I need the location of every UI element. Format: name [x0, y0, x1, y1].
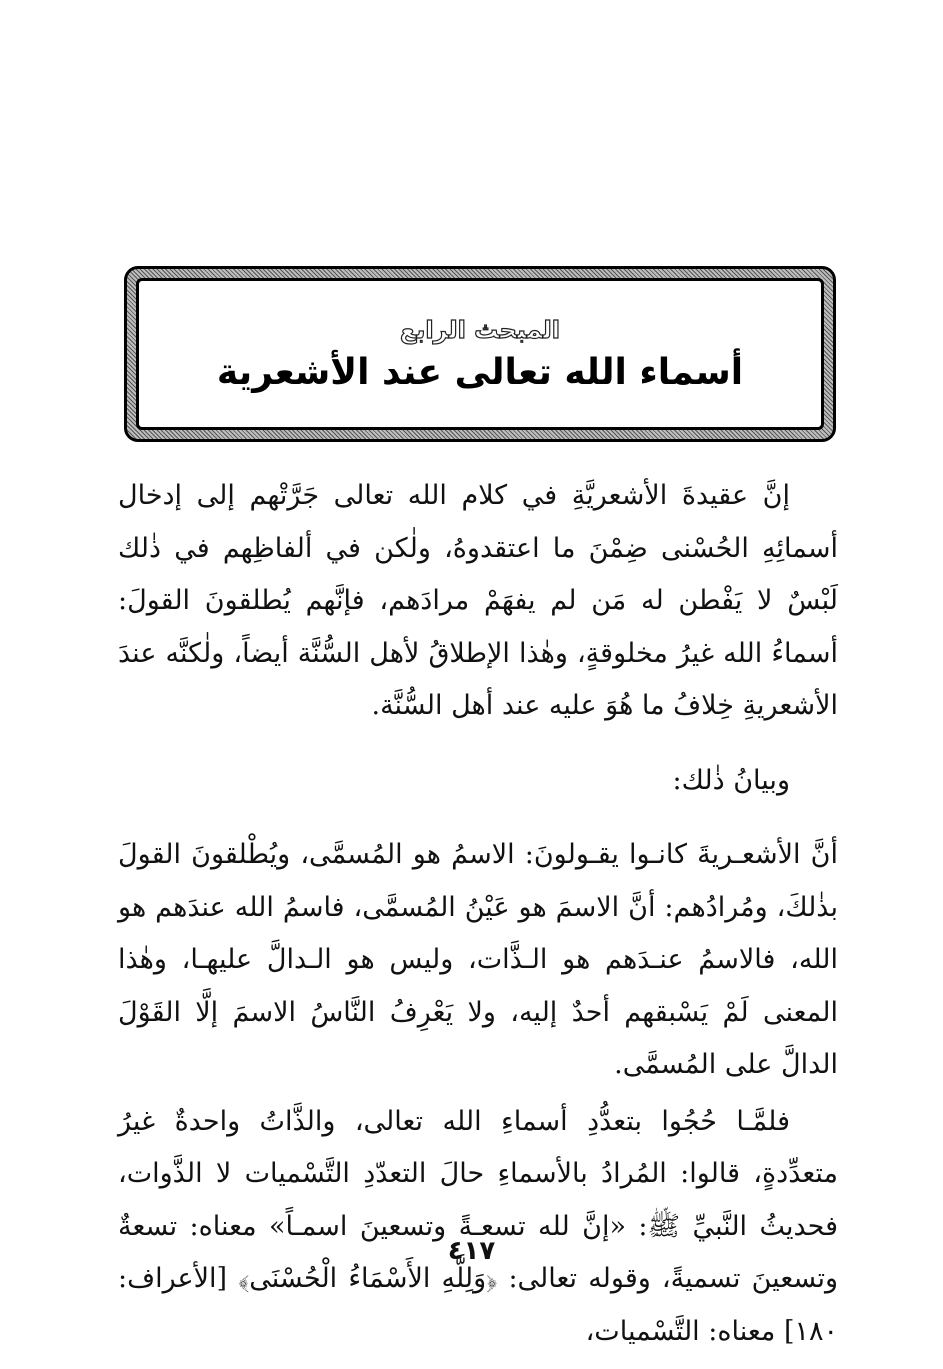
paragraph-argument: فلمَّـا حُجُوا بتعدُّدِ أسماءِ الله تعالى، والذَّاتُ واحدةٌ غيرُ متعدِّدةٍ، قالوا: المُرادُ بالأسماءِ حالَ التعدّدِ التَّسْميات لا الذَّوات، فحديثُ النَّبيِّ ﷺ: «إنَّ لله تسعـةً وتسعينَ اسمـاً» معناه: تسعةٌ وتسعينَ تسميةً، وقوله تعالى: ﴿وَلِلَّهِ الأَسْمَاءُ الْحُسْنَى﴾ [الأعراف: ١٨٠] معناه: التَّسْميات،	[118, 1105, 838, 1347]
paragraph-intro: إنَّ عقيدةَ الأشعريَّةِ في كلام الله تعالى جَرَّتْهم إلى إدخال أسمائِهِ الحُسْنى ضِمْنَ ما اعتقدوهُ، ولٰكن في ألفاظِهم في ذٰلك لَبْسٌ لا يَفْطن له مَن لم يفهَمْ مرادَهم، فإنَّهم يُطلقونَ القولَ: أسماءُ الله غيرُ مخلوقةٍ، وهٰذا الإطلاقُ لأهل السُّنَّة أيضاً، ولٰكنَّه عندَ الأشعريةِ خِلافُ ما هُوَ عليه عند أهل السُّنَّة.	[118, 480, 838, 721]
section-title-box	[136, 278, 824, 430]
section-title-frame	[124, 266, 836, 442]
section-label: المبحث الرابع	[400, 315, 560, 344]
body-text	[118, 470, 838, 1358]
page-number: ٤١٧	[447, 1236, 496, 1266]
paragraph-ashari-claim: أنَّ الأشعـريةَ كانـوا يقـولونَ: الاسمُ هو المُسمَّى، ويُطْلقونَ القولَ بذٰلكَ، ومُرادُهم: أنَّ الاسمَ هو عَيْنُ المُسمَّى، فاسمُ الله عندَهم هو الله، فالاسمُ عنـدَهم هو الـذَّات، وليس هو الـدالَّ عليهـا، وهٰذا المعنى لَمْ يَسْبقهم أحدٌ إليه، ولا يَعْرِفُ النَّاسُ الاسمَ إلَّا القَوْلَ الدالَّ على المُسمَّى.	[118, 839, 838, 1080]
section-title: أسماء الله تعالى عند الأشعرية	[216, 351, 744, 393]
paragraph-explanation-heading: وبيانُ ذٰلك:	[672, 764, 790, 796]
